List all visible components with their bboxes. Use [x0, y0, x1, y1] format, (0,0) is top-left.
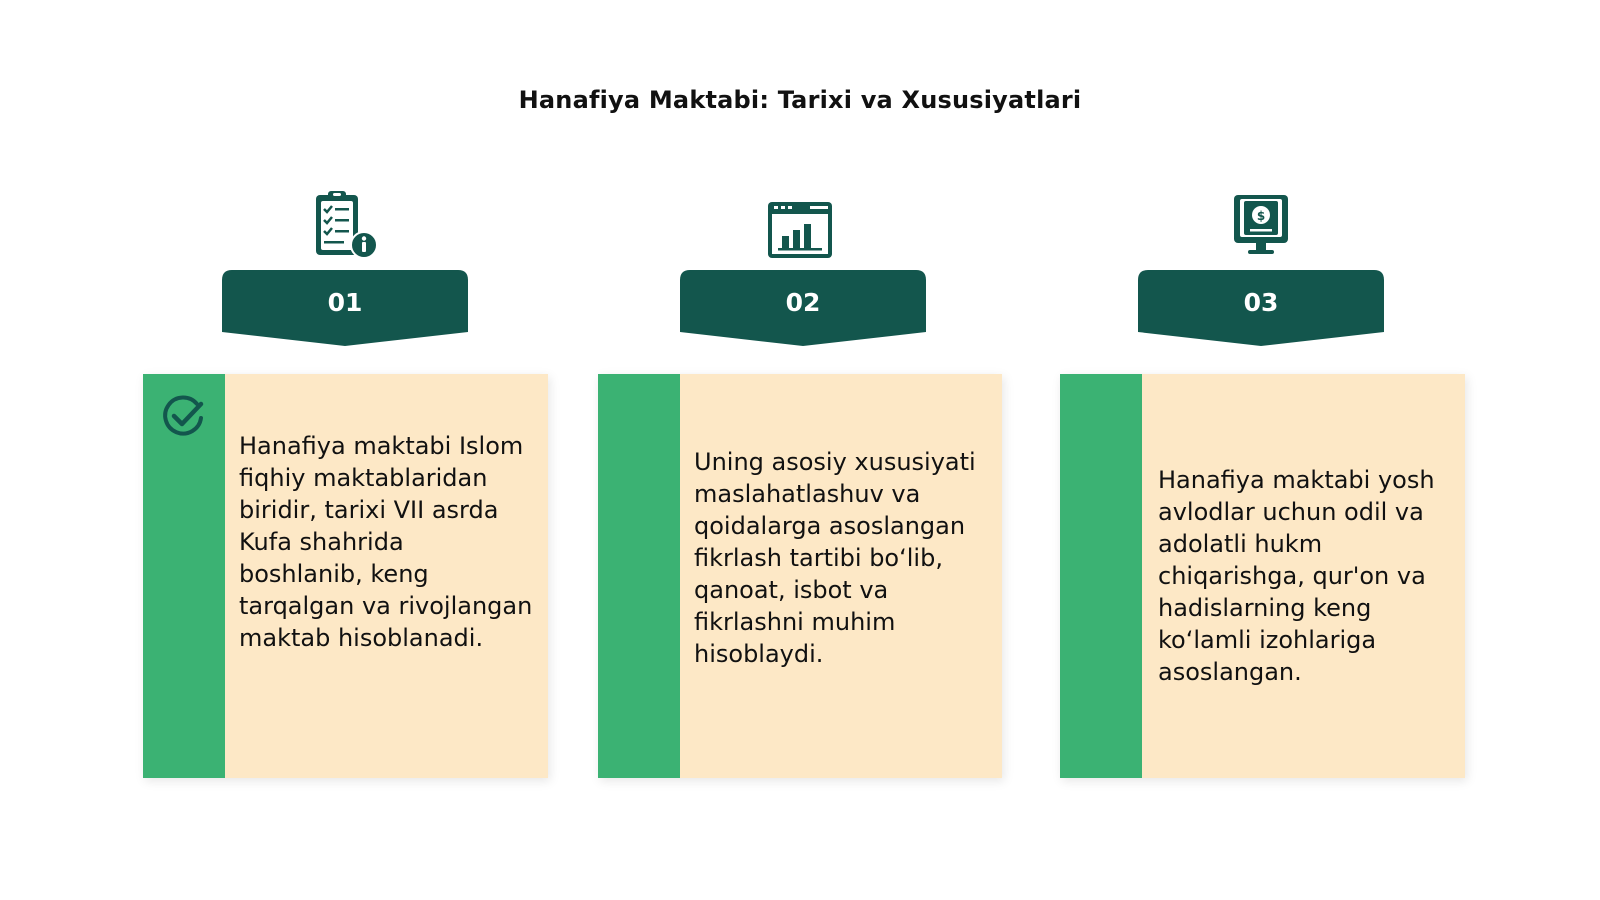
step-description: Uning asosiy xususiyati maslahatlashuv va qoidalarga asoslangan fikrlash tartibi bo‘lib, qanoat, isbot va fikrlashni muhim hisoblaydi. [694, 448, 976, 668]
clipboard-checklist-info-icon [310, 189, 382, 261]
svg-text:$: $ [1256, 209, 1266, 223]
dollar-monitor-icon [1226, 189, 1298, 261]
step-02-badge [680, 270, 926, 350]
page-title: Hanafiya Maktabi: Tarixi va Xususiyatlari [518, 86, 1082, 114]
step-number: 02 [785, 288, 821, 317]
step-03-card [1060, 374, 1465, 778]
step-description: Hanafiya maktabi yosh avlodlar uchun odil va adolatli hukm chiqarishga, qur'on va hadislarning keng ko‘lamli izohlariga asoslangan. [1158, 466, 1435, 686]
step-description: Hanafiya maktabi Islom fiqhiy maktablaridan biridir, tarixi VII asrda Kufa shahrida boshlanib, keng tarqalgan va rivojlangan maktab hisoblanadi. [239, 432, 533, 652]
step-number: 01 [327, 288, 363, 317]
card-accent-bar [143, 374, 225, 778]
step-01-card [143, 374, 548, 778]
card-accent-bar [598, 374, 680, 778]
card-accent-bar [1060, 374, 1142, 778]
step-02-card [598, 374, 1002, 778]
step-01-badge [222, 270, 468, 350]
bar-chart-window-icon [764, 194, 836, 266]
step-03-badge [1138, 270, 1384, 350]
step-number: 03 [1243, 288, 1279, 317]
check-circle-icon [161, 394, 207, 440]
